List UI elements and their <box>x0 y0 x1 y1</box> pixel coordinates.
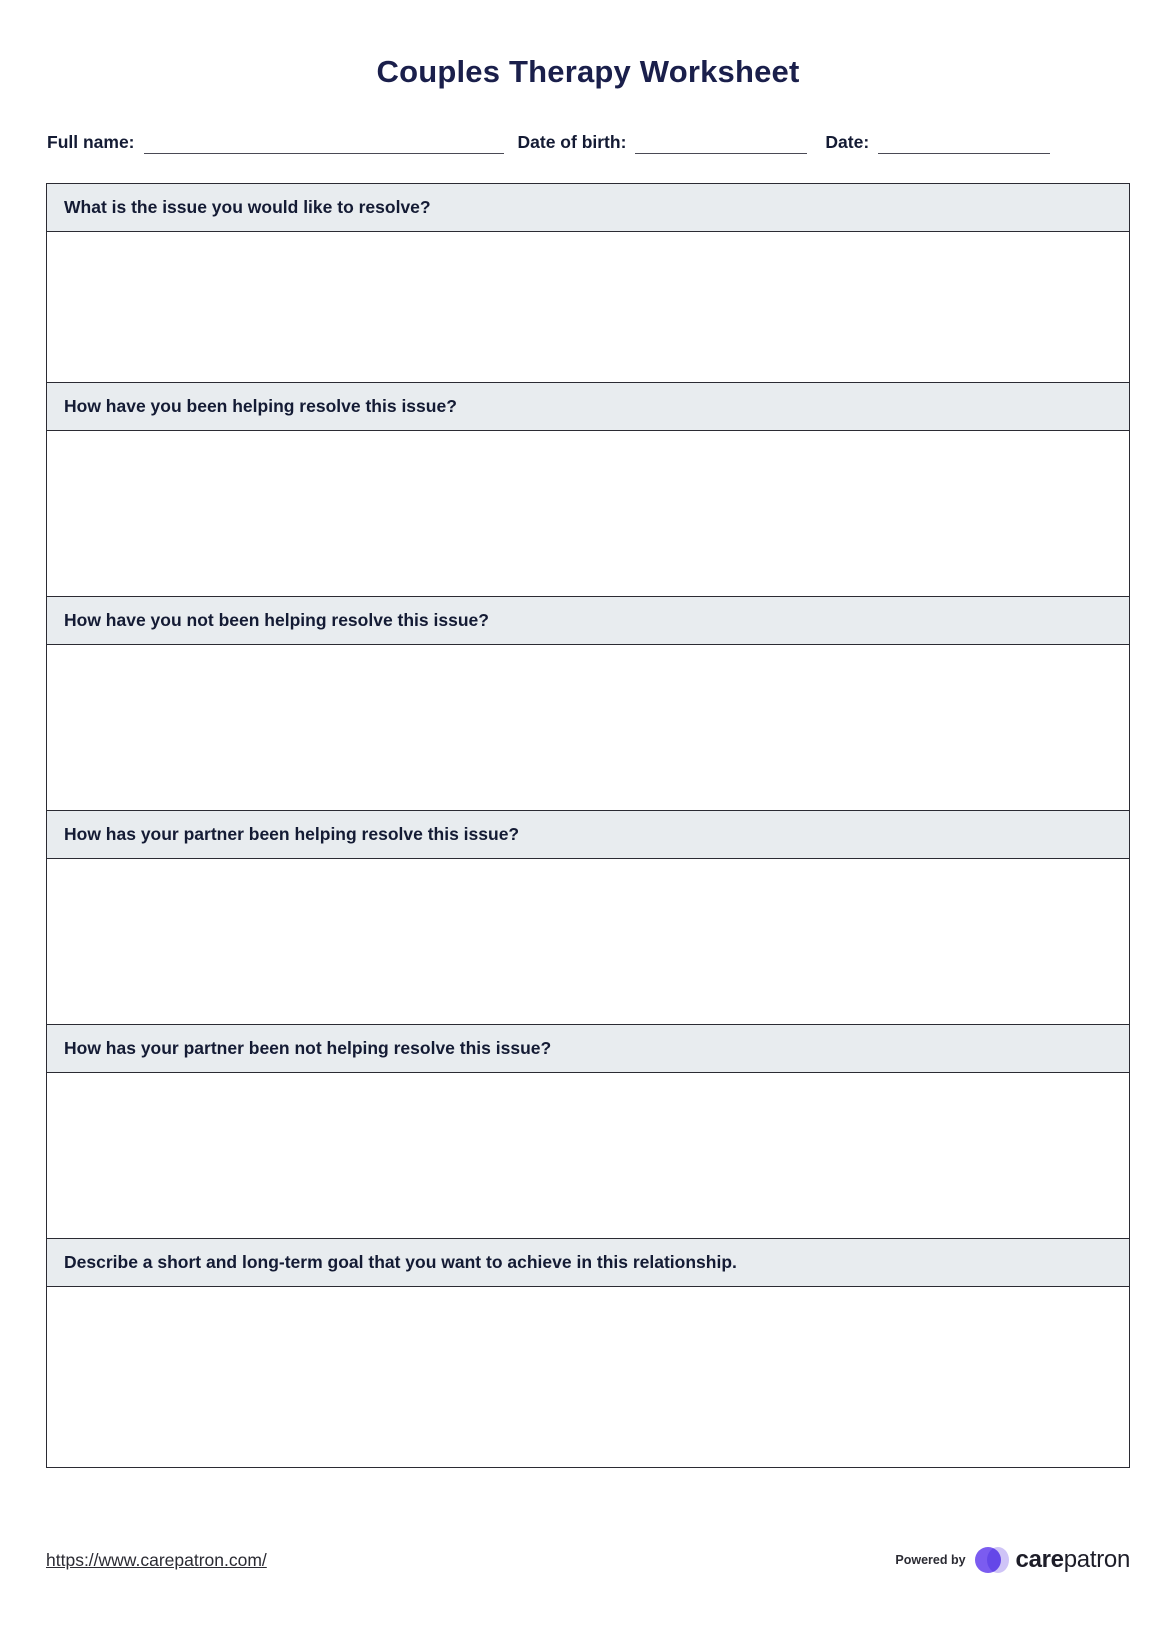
identity-row <box>46 132 1130 154</box>
answer-area[interactable] <box>47 1287 1129 1468</box>
page-footer <box>46 1546 1130 1574</box>
brand-name-light: patron <box>1063 1546 1130 1573</box>
answer-area[interactable] <box>47 232 1129 383</box>
date-of-birth-input[interactable] <box>635 132 807 154</box>
brand-block <box>895 1546 1130 1574</box>
question-header: How have you not been helping resolve this issue? <box>47 597 1129 645</box>
date-of-birth-label: Date of birth: <box>517 132 627 152</box>
answer-area[interactable] <box>47 859 1129 1025</box>
answer-area[interactable] <box>47 1073 1129 1239</box>
question-header: How has your partner been helping resolve this issue? <box>47 811 1129 859</box>
question-header: What is the issue you would like to resolve? <box>47 184 1129 232</box>
date-of-birth-field[interactable] <box>518 132 808 154</box>
carepatron-url-link[interactable]: https://www.carepatron.com/ <box>46 1549 267 1570</box>
full-name-input[interactable] <box>144 132 504 154</box>
question-header: Describe a short and long-term goal that you want to achieve in this relationship. <box>47 1239 1129 1287</box>
powered-by-label: Powered by <box>895 1553 966 1567</box>
answer-area[interactable] <box>47 645 1129 811</box>
full-name-field[interactable] <box>47 132 504 154</box>
questions-table <box>46 183 1130 1468</box>
question-header: How have you been helping resolve this issue? <box>47 383 1129 431</box>
carepatron-wordmark <box>1016 1546 1130 1574</box>
date-input[interactable] <box>878 132 1050 154</box>
date-label: Date: <box>825 132 870 152</box>
question-header: How has your partner been not helping resolve this issue? <box>47 1025 1129 1073</box>
full-name-label: Full name: <box>47 132 135 152</box>
brand-name-bold: care <box>1015 1546 1064 1573</box>
carepatron-logo-icon <box>975 1547 1009 1573</box>
answer-area[interactable] <box>47 431 1129 597</box>
page-title: Couples Therapy Worksheet <box>376 54 800 89</box>
date-field[interactable] <box>825 132 1050 154</box>
